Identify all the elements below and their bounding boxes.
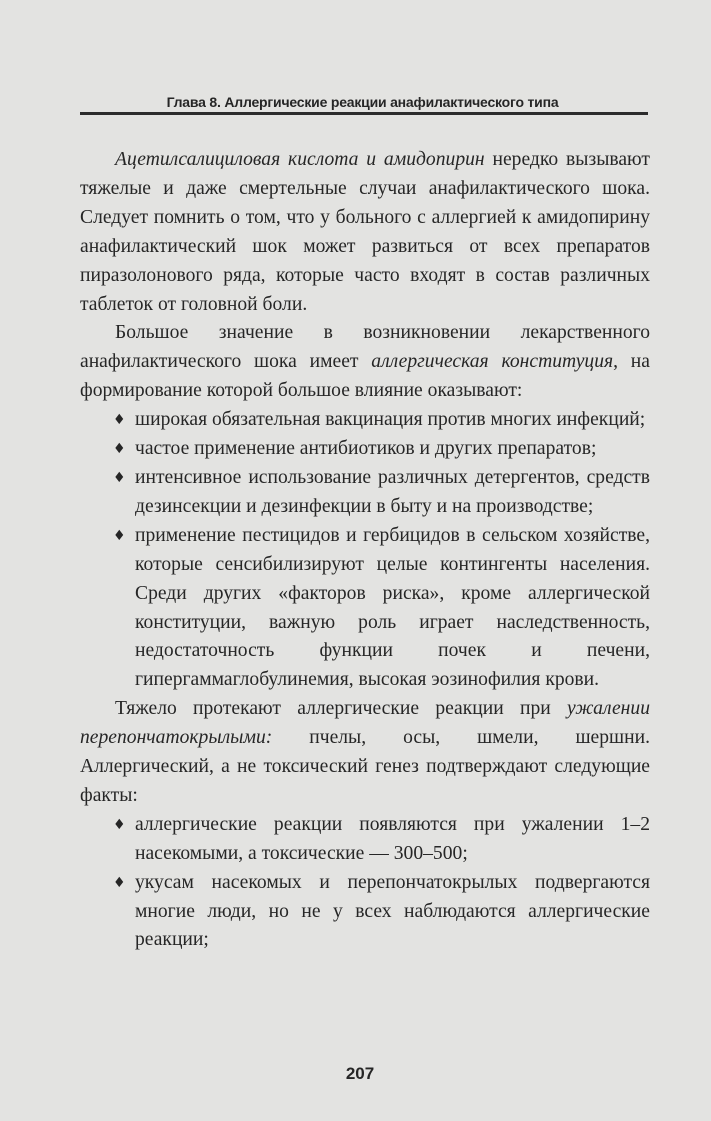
italic-term: ужалении перепончатокрылыми: (80, 698, 650, 749)
paragraph-text: пчелы, осы, шмели, шершни. Аллергический, а не токсический генез подтверждают следующие факты: (80, 727, 650, 806)
list-item (80, 464, 650, 522)
diamond-bullet-icon: ♦ (113, 816, 126, 833)
diamond-bullet-icon: ♦ (113, 874, 126, 891)
list-item (80, 869, 650, 956)
paragraph-1 (80, 146, 650, 319)
paragraph-text: , на формирование которой большое влияние оказывают: (80, 351, 650, 402)
header-rule (80, 112, 648, 115)
diamond-bullet-icon: ♦ (113, 412, 126, 429)
facts-list (80, 811, 650, 956)
diamond-bullet-icon: ♦ (113, 441, 126, 458)
list-item-text: интенсивное использование различных детергентов, средств дезинсекции и дезинфекции в быту и на производстве; (135, 466, 650, 517)
diamond-bullet-icon: ♦ (113, 527, 126, 544)
list-item-text: частое применение антибиотиков и других препаратов; (135, 438, 597, 460)
list-item (80, 522, 650, 695)
list-item (80, 811, 650, 869)
paragraph-text: нередко вызывают тяжелые и даже смертельные случаи анафилактического шока. Следует помнить о том, что у больного с аллергией к амидопирину анафилактический шок может развиться от всех препаратов пиразолонового ряда, которые часто входят в состав различных таблеток от головной боли. (80, 149, 650, 315)
list-item-text: широкая обязательная вакцинация против многих инфекций; (135, 409, 646, 431)
italic-term: аллергическая конституция (371, 351, 614, 373)
page-body (80, 146, 650, 955)
paragraph-2 (80, 319, 650, 406)
paragraph-3 (80, 695, 650, 811)
list-item-text: аллергические реакции появляются при ужалении 1–2 насекомыми, а токсические — 300–500; (135, 813, 650, 864)
paragraph-text: Большое значение в возникновении лекарственного анафилактического шока имеет (80, 322, 650, 373)
diamond-bullet-icon: ♦ (113, 469, 126, 486)
list-item-text: применение пестицидов и гербицидов в сельском хозяйстве, которые сенсибилизируют целые контингенты населения. Среди других «факторов риска», кроме аллергической конституции, важную роль играет наследственность, недостаточность функции почек и печени, гипергаммаглобулинемия, высокая эозинофилия крови. (135, 524, 650, 691)
page-number: 207 (345, 1064, 375, 1083)
list-item-text: укусам насекомых и перепончатокрылых подвергаются многие люди, но не у всех наблюдаются аллергические реакции; (135, 871, 650, 951)
italic-term: Ацетилсалициловая кислота и амидопирин (115, 149, 485, 170)
list-item (80, 406, 650, 435)
risk-factor-list (80, 406, 650, 695)
list-item (80, 435, 650, 464)
paragraph-text: Тяжело протекают аллергические реакции при (115, 698, 567, 720)
running-header: Глава 8. Аллергические реакции анафилактического типа (166, 94, 559, 110)
